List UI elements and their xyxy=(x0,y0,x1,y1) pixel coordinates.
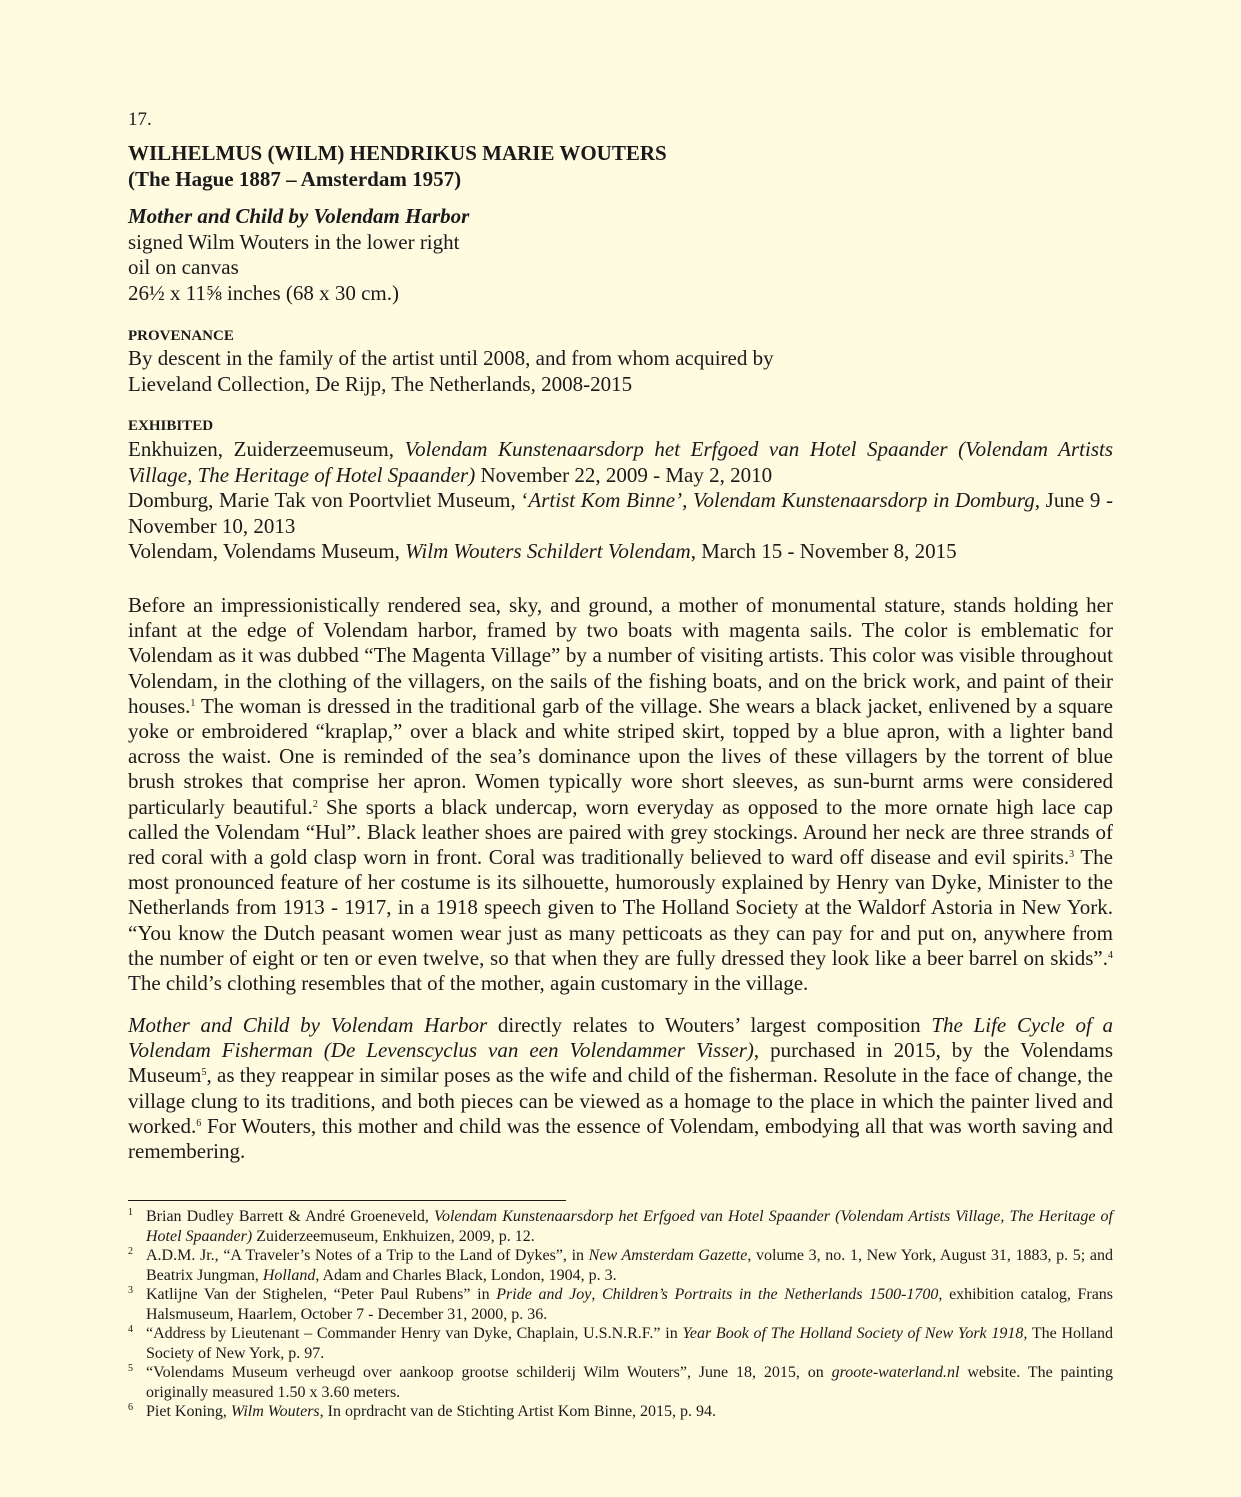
footnote xyxy=(128,1363,1113,1402)
footnote xyxy=(128,1246,1113,1285)
text-run: Before an impressionistically rendered sea, sky, and ground, a mother of monumental stature, stands holding her infant at the edge of Volendam harbor, framed by two boats with magenta sails. The color is emblematic for Volendam as it was dubbed “The Magenta Village” by a number of visiting artists. This color was visible throughout Volendam, in the clothing of the villagers, on the sails of the fishing boats, and on the brick work, and paint of their houses. xyxy=(128,593,1113,718)
text-run: Katlijne Van der Stighelen, “Peter Paul Rubens” in xyxy=(146,1286,497,1303)
footnote-ref[interactable]: 1 xyxy=(190,697,196,709)
essay-paragraph-1 xyxy=(128,593,1113,996)
artwork-title: Mother and Child by Volendam Harbor xyxy=(128,204,470,228)
text-run: Brian Dudley Barrett & André Groeneveld, xyxy=(146,1208,434,1225)
text-run: Piet Koning, xyxy=(146,1403,231,1420)
exhibition-dates: , March 15 - November 8, 2015 xyxy=(690,539,957,563)
artwork-title-ref: The Life Cycle of a Volendam Fisherman (De Levenscyclus van een Volendammer Visser) xyxy=(128,1013,1113,1063)
artwork-title-ref: Mother and Child by Volendam Harbor xyxy=(128,1013,488,1037)
text-run: The most pronounced feature of her costume is its silhouette, humorously explained by Henry van Dyke, Minister to the Netherlands from 1913 - 1917, in a 1918 speech given to The Holland Society at the Waldorf Astoria in New York. “You know the Dutch peasant women wear just as many petticoats as they can pay for and put on, anywhere from the number of eight or ten or even twelve, so that when they are fully dressed they look like a beer barrel on skids”. xyxy=(128,845,1113,970)
text-run: website. The painting originally measured 1.50 x 3.60 meters. xyxy=(146,1364,1113,1401)
exhibition-title: Artist Kom Binne’, Volendam Kunstenaarsdorp in Domburg, xyxy=(528,488,1040,512)
provenance-heading: PROVENANCE xyxy=(128,328,234,344)
exhibition-venue: Domburg, Marie Tak von Poortvliet Museum, ‘ xyxy=(128,488,529,512)
footnote-ref[interactable]: 4 xyxy=(1108,949,1113,961)
footnote xyxy=(128,1324,1113,1363)
exhibition-title: Wilm Wouters Schildert Volendam xyxy=(405,539,691,563)
text-run: groote-waterland.nl xyxy=(831,1364,960,1381)
text-run: , In oprdracht van de Stichting Artist Kom Binne, 2015, p. 94. xyxy=(319,1403,717,1420)
text-run: Holland xyxy=(262,1266,316,1284)
footnote-number: 5 xyxy=(128,1363,133,1374)
text-run: “Volendams Museum verheugd over aankoop grootse schilderij Wilm Wouters”, June 18, 2015, on xyxy=(146,1364,832,1381)
artwork-medium: oil on canvas xyxy=(128,255,239,279)
text-run: The Holland Society of New York, p. 97. xyxy=(146,1325,1113,1362)
text-run: exhibition catalog, Frans Halsmuseum, Haarlem, October 7 - December 31, 2000, p. 36. xyxy=(146,1286,1114,1323)
footnote-number: 4 xyxy=(128,1324,133,1335)
footnote-number: 1 xyxy=(128,1207,133,1218)
text-run: directly relates to Wouters’ largest composition xyxy=(487,1013,932,1037)
text-run: Zuiderzeemuseum, Enkhuizen, 2009, p. 12. xyxy=(252,1227,535,1245)
text-run: , purchased in 2015, by the Volendams Museum xyxy=(128,1038,1114,1088)
text-run: A.D.M. Jr., “A Traveler’s Notes of a Trip to the Land of Dykes”, in xyxy=(146,1247,589,1264)
exhibition-venue: Enkhuizen, Zuiderzeemuseum, xyxy=(128,437,394,461)
exhibition-item xyxy=(128,437,1113,488)
text-run: The child’s clothing resembles that of the mother, again customary in the village. xyxy=(128,971,809,996)
footnote-number: 3 xyxy=(128,1285,133,1296)
text-run: , volume 3, no. 1, New York, August 31, 1883, p. 5; and Beatrix Jungman, xyxy=(146,1247,1113,1284)
artwork-dimensions: 26½ x 11⅝ inches (68 x 30 cm.) xyxy=(128,280,400,305)
footnote xyxy=(128,1402,1113,1422)
text-run: , as they reappear in similar poses as the wife and child of the fisherman. Resolute in the face of change, the village clung to its traditions, and both pieces can be viewed as a homage to the place in which the painter lived and worked. xyxy=(128,1063,1113,1138)
artist-dates: (The Hague 1887 – Amsterdam 1957) xyxy=(128,167,462,191)
artwork-signature: signed Wilm Wouters in the lower right xyxy=(128,229,460,254)
artwork-details xyxy=(128,204,1113,306)
footnote-divider xyxy=(128,1200,566,1201)
provenance-line: Lieveland Collection, De Rijp, The Netherlands, 2008-2015 xyxy=(128,371,633,396)
exhibition-venue: Volendam, Volendams Museum, xyxy=(128,539,400,563)
text-run: The woman is dressed in the traditional garb of the village. She wears a black jacket, enlivened by a square yoke or embroidered “kraplap,” over a black and white striped skirt, topped by a blue apron, with a lighter band across the waist. One is reminded of the sea’s dominance upon the lives of these villagers by the torrent of blue brush strokes that comprise her apron. Women typically wore short sleeves, as sun-burnt arms were considered particularly beautiful. xyxy=(128,693,1113,819)
footnote-number: 6 xyxy=(128,1402,133,1413)
text-run: , Adam and Charles Black, London, 1904, p. 3. xyxy=(315,1266,617,1284)
provenance-text xyxy=(128,346,1113,397)
lot-number: 17. xyxy=(128,109,152,130)
text-run: Year Book of The Holland Society of New York 1918, xyxy=(682,1325,1028,1342)
text-run: Children’s Portraits in the Netherlands 1500-1700, xyxy=(602,1286,943,1303)
text-run: “Address by Lieutenant – Commander Henry van Dyke, Chaplain, U.S.N.R.F.” in xyxy=(146,1325,683,1342)
footnote-number: 2 xyxy=(128,1246,133,1257)
text-run: , xyxy=(591,1286,602,1303)
provenance-line: By descent in the family of the artist until 2008, and from whom acquired by xyxy=(128,346,774,370)
exhibition-dates: June 9 - November 10, 2013 xyxy=(128,488,1113,538)
text-run: Volendam Kunstenaarsdorp het Erfgoed van Hotel Spaander (Volendam Artists Village, The Heritage of Hotel Spaander) xyxy=(146,1208,1114,1245)
text-run: She sports a black undercap, worn everyday as opposed to the more ornate high lace cap called the Volendam “Hul”. Black leather shoes are paired with grey stockings. Around her neck are three strands of red coral with a gold clasp worn in front. Coral was traditionally believed to ward off disease and evil spirits. xyxy=(128,794,1114,870)
exhibition-item xyxy=(128,539,1113,565)
exhibition-title: Volendam Kunstenaarsdorp het Erfgoed van Hotel Spaander (Volendam Artists Village, The Heritage of Hotel Spaander) xyxy=(128,437,1114,487)
text-run: Wilm Wouters xyxy=(230,1403,320,1420)
footnote-ref[interactable]: 3 xyxy=(1069,849,1075,861)
artist-name: WILHELMUS (WILM) HENDRIKUS MARIE WOUTERS xyxy=(128,141,667,165)
footnotes xyxy=(128,1207,1113,1422)
footnote-ref[interactable]: 5 xyxy=(201,1067,207,1079)
text-run: For Wouters, this mother and child was the essence of Volendam, embodying all that was worth saving and remembering. xyxy=(128,1113,1113,1164)
exhibition-item xyxy=(128,488,1113,539)
essay-paragraph-2 xyxy=(128,1013,1113,1164)
text-run: New Amsterdam Gazette xyxy=(588,1247,748,1264)
footnote xyxy=(128,1207,1113,1246)
footnote-ref[interactable]: 2 xyxy=(312,798,318,810)
exhibition-dates: November 22, 2009 - May 2, 2010 xyxy=(480,462,773,487)
footnote xyxy=(128,1285,1113,1324)
exhibited-heading: EXHIBITED xyxy=(128,418,214,434)
footnote-ref[interactable]: 6 xyxy=(196,1117,202,1129)
text-run: Pride and Joy xyxy=(496,1286,592,1303)
exhibition-list xyxy=(128,437,1113,565)
